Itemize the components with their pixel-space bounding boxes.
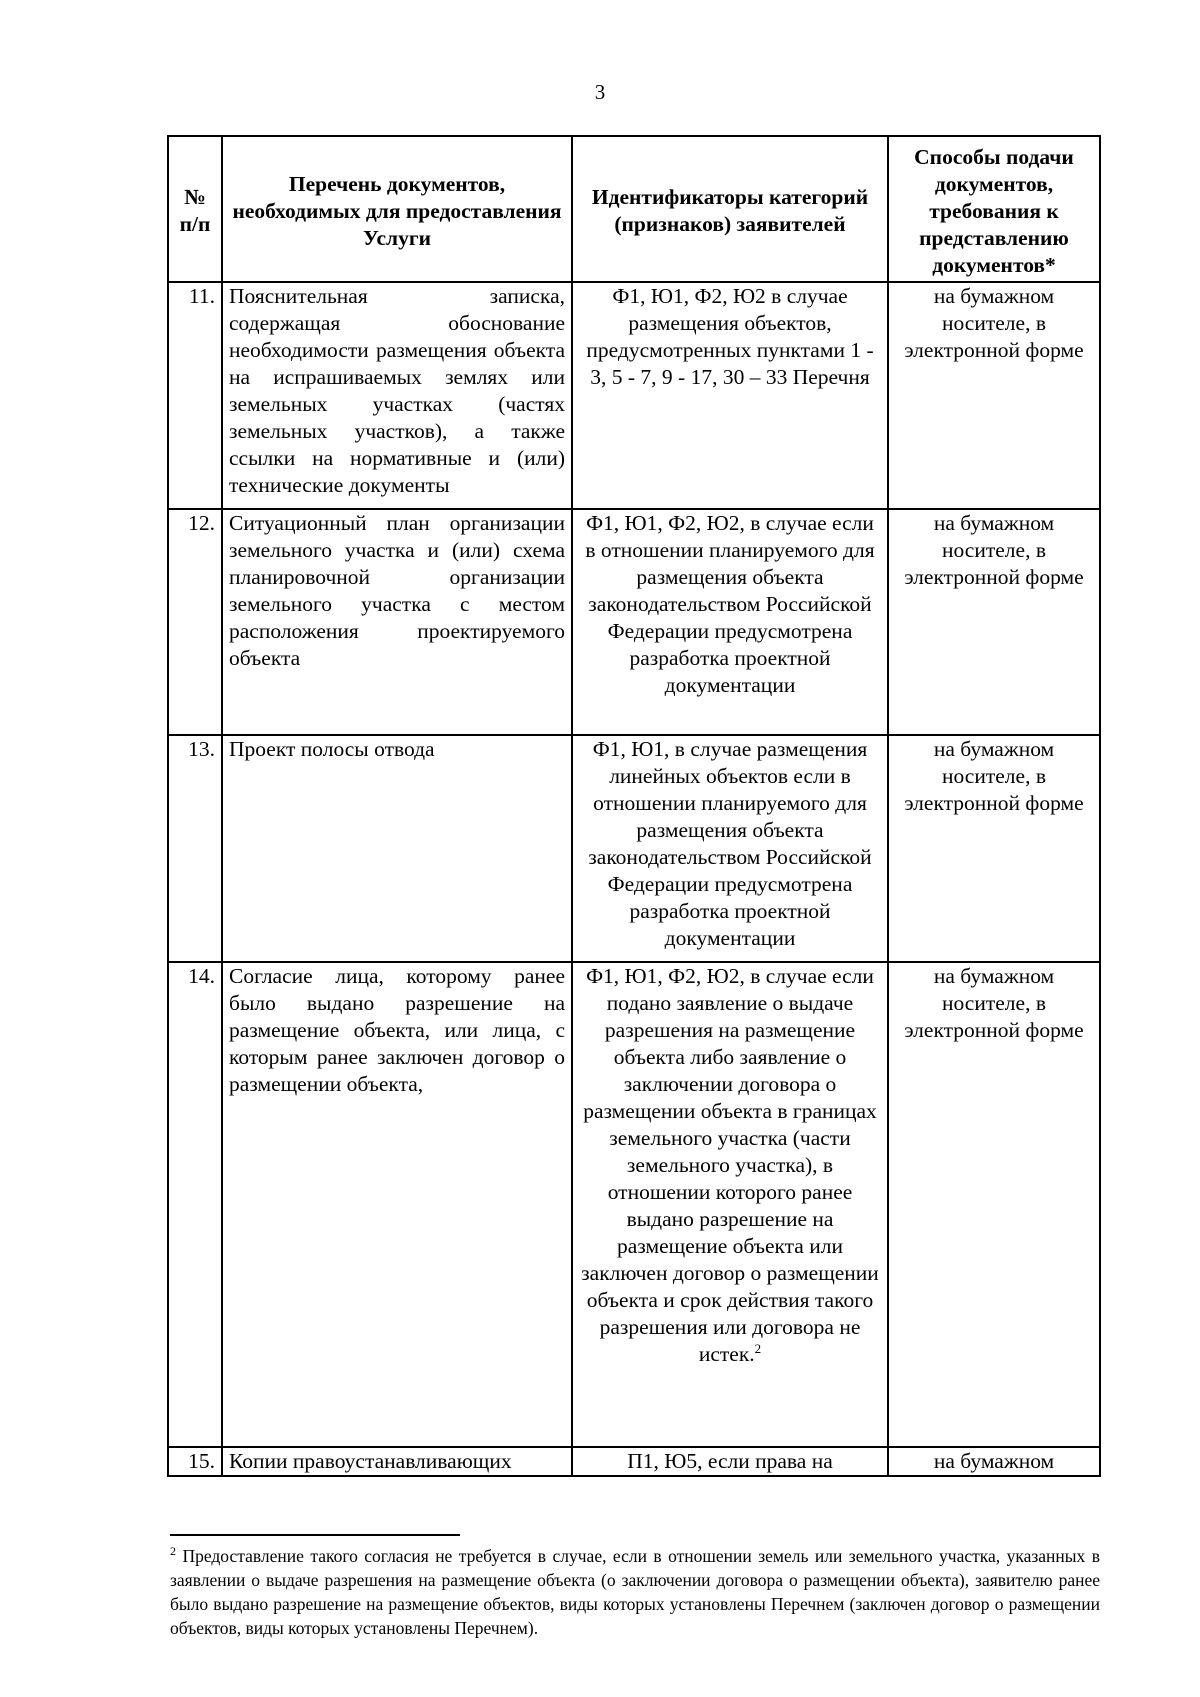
- table-row: [168, 962, 1100, 1447]
- table-row: [168, 1447, 1100, 1476]
- row-methods: на бумажном носителе, в электронной форме: [888, 282, 1100, 509]
- row-number: 11.: [168, 282, 222, 509]
- row-identifiers-text: Ф1, Ю1, Ф2, Ю2, в случае если подано заявление о выдаче разрешения на размещение объекта либо заявление о заключении договора о размещении объекта в границах земельного участка (части земельного участка), в отношении которого ранее выдано разрешение на размещение объекта или заключен договор о размещении объекта и срок действия такого разрешения или договора не истек.: [581, 964, 879, 1366]
- table-header-row: [168, 136, 1100, 282]
- table-row: [168, 509, 1100, 735]
- row-identifiers: Ф1, Ю1, в случае размещения линейных объектов если в отношении планируемого для размещения объекта законодательством Российской Федерации предусмотрена разработка проектной документации: [572, 735, 888, 962]
- row-document: Ситуационный план организации земельного участка и (или) схема планировочной организации земельного участка с местом расположения проектируемого объекта: [222, 509, 572, 735]
- row-document: Проект полосы отвода: [222, 735, 572, 962]
- row-methods: на бумажном: [888, 1447, 1100, 1476]
- row-identifiers: [572, 962, 888, 1447]
- row-identifiers: Ф1, Ю1, Ф2, Ю2, в случае если в отношении планируемого для размещения объекта законодательством Российской Федерации предусмотрена разработка проектной документации: [572, 509, 888, 735]
- table-row: [168, 282, 1100, 509]
- header-submission-methods: Способы подачи документов, требования к представлению документов*: [888, 136, 1100, 282]
- row-identifiers: П1, Ю5, если права на: [572, 1447, 888, 1476]
- row-identifiers: Ф1, Ю1, Ф2, Ю2 в случае размещения объектов, предусмотренных пунктами 1 - 3, 5 - 7, 9 - 17, 30 – 33 Перечня: [572, 282, 888, 509]
- footnote-separator: [170, 1534, 460, 1536]
- header-documents: Перечень документов, необходимых для предоставления Услуги: [222, 136, 572, 282]
- row-methods: на бумажном носителе, в электронной форме: [888, 962, 1100, 1447]
- header-number: № п/п: [168, 136, 222, 282]
- row-methods: на бумажном носителе, в электронной форме: [888, 735, 1100, 962]
- row-methods: на бумажном носителе, в электронной форме: [888, 509, 1100, 735]
- footnote-marker: 2: [170, 1544, 176, 1559]
- footnote: [170, 1544, 1100, 1640]
- row-document: Пояснительная записка, содержащая обоснование необходимости размещения объекта на испрашиваемых землях или земельных участках (частях земельных участков), а также ссылки на нормативные и (или) технические документы: [222, 282, 572, 509]
- page-number: 3: [594, 80, 606, 104]
- documents-table: [167, 135, 1101, 1477]
- header-identifiers: Идентификаторы категорий (признаков) заявителей: [572, 136, 888, 282]
- row-document: Согласие лица, которому ранее было выдано разрешение на размещение объекта, или лица, с которым ранее заключен договор о размещении объекта,: [222, 962, 572, 1447]
- row-number: 14.: [168, 962, 222, 1447]
- row-number: 12.: [168, 509, 222, 735]
- row-document: Копии правоустанавливающих: [222, 1447, 572, 1476]
- row-number: 13.: [168, 735, 222, 962]
- row-number: 15.: [168, 1447, 222, 1476]
- table-row: [168, 735, 1100, 962]
- footnote-reference: 2: [754, 1340, 762, 1356]
- footnote-text: Предоставление такого согласия не требуется в случае, если в отношении земель или земельного участка, указанных в заявлении о выдаче разрешения на размещение объекта (о заключении договора о размещении объекта), заявителю ранее было выдано разрешение на размещение объектов, виды которых установлены Перечнем (заключен договор о размещении объектов, виды которых установлены Перечнем).: [170, 1546, 1100, 1638]
